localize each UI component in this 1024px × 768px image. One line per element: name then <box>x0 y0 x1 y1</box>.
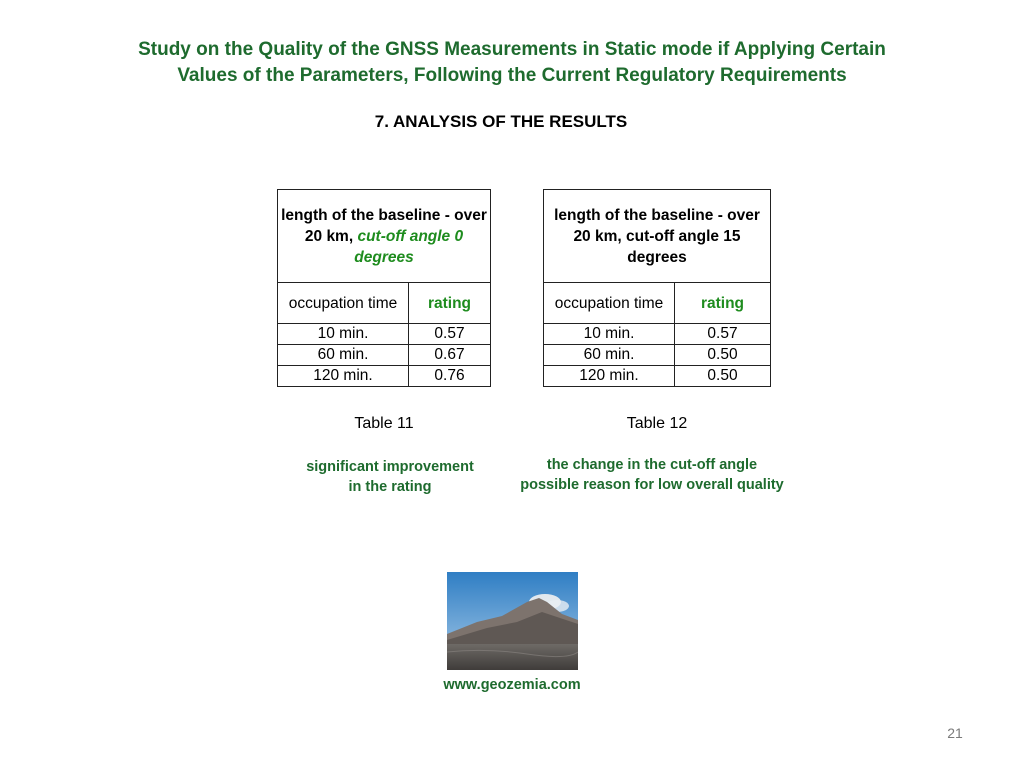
table-row <box>544 366 771 387</box>
table-11-header <box>278 190 491 283</box>
volcano-landscape-image <box>447 572 578 670</box>
table-12-header: length of the baseline - over 20 km, cut-off angle 15 degrees <box>544 190 771 283</box>
table-12-note-line-1: the change in the cut-off angle <box>546 457 758 473</box>
table-11-cell-time: 10 min. <box>278 324 409 345</box>
table-12-note <box>492 455 812 495</box>
section-heading: 7. ANALYSIS OF THE RESULTS <box>374 112 628 131</box>
table-12-col-occupation: occupation time <box>544 283 675 324</box>
table-11-header-highlight: cut-off angle 0 degrees <box>354 227 464 266</box>
table-11 <box>277 189 491 387</box>
table-11-caption: Table 11 <box>354 415 414 432</box>
volcano-photo <box>447 572 578 670</box>
table-11-cell-time: 60 min. <box>278 345 409 366</box>
table-11-col-rating: rating <box>409 283 491 324</box>
table-11-cell-rating: 0.67 <box>409 345 491 366</box>
table-11-col-occupation: occupation time <box>278 283 409 324</box>
table-12-cell-time: 120 min. <box>544 366 675 387</box>
slide-title-line-2: Values of the Parameters, Following the Current Regulatory Requirements <box>177 65 847 86</box>
table-12-cell-time: 60 min. <box>544 345 675 366</box>
table-row <box>278 345 491 366</box>
table-11-cell-rating: 0.76 <box>409 366 491 387</box>
table-11-cell-rating: 0.57 <box>409 324 491 345</box>
website-link[interactable]: www.geozemia.com <box>443 677 581 693</box>
table-11-note-line-2: in the rating <box>348 479 432 495</box>
table-11-header-text: length of the baseline - over 20 km, <box>281 206 487 245</box>
table-12-col-rating: rating <box>675 283 771 324</box>
table-12-cell-rating: 0.57 <box>675 324 771 345</box>
table-row <box>278 324 491 345</box>
table-12-caption: Table 12 <box>626 415 688 432</box>
slide-title-line-1: Study on the Quality of the GNSS Measurements in Static mode if Applying Certain <box>138 39 886 60</box>
slide-title <box>40 37 984 89</box>
table-row <box>544 345 771 366</box>
page-number: 21 <box>947 725 963 741</box>
table-12-cell-rating: 0.50 <box>675 366 771 387</box>
table-12-cell-time: 10 min. <box>544 324 675 345</box>
table-12 <box>543 189 771 387</box>
table-11-note <box>270 457 510 497</box>
table-12-cell-rating: 0.50 <box>675 345 771 366</box>
table-row <box>278 366 491 387</box>
table-row <box>544 324 771 345</box>
table-11-cell-time: 120 min. <box>278 366 409 387</box>
table-11-note-line-1: significant improvement <box>306 459 474 475</box>
table-12-note-line-2: possible reason for low overall quality <box>520 477 784 493</box>
